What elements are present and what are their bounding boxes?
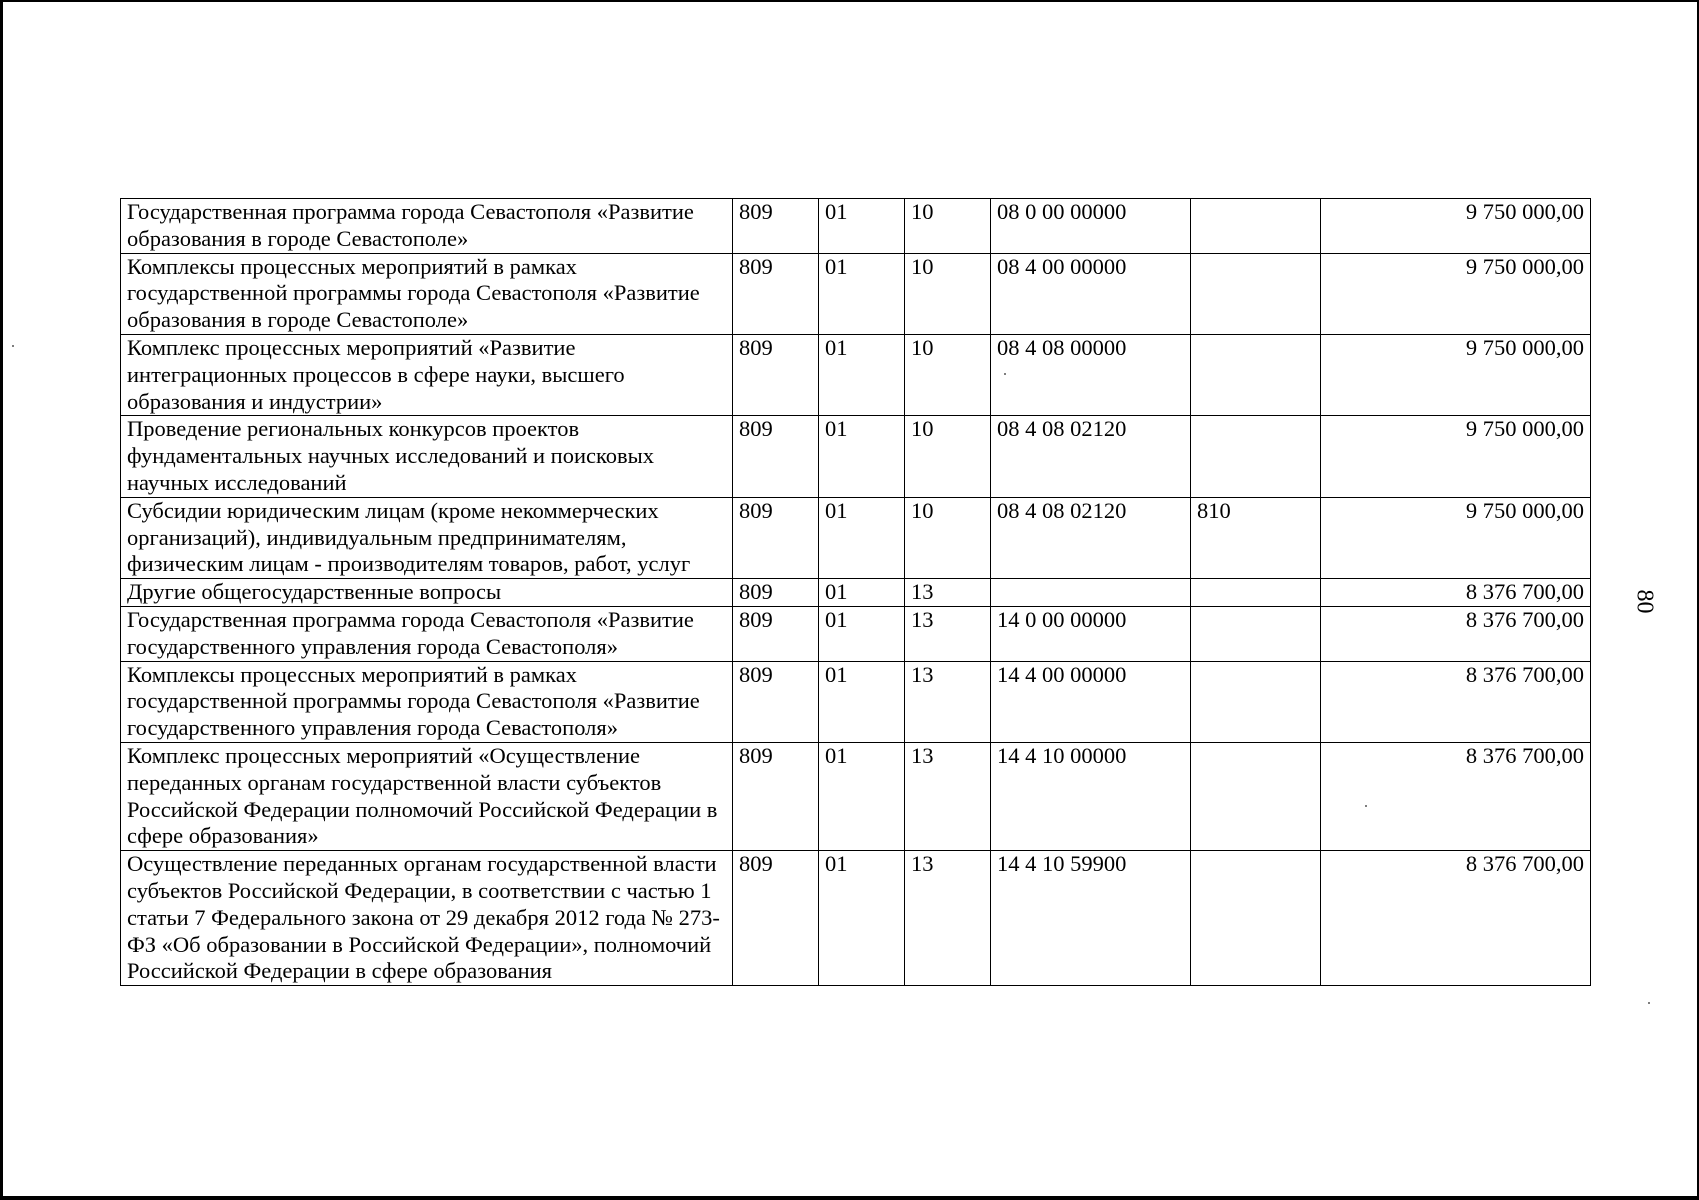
cell-pr: 13 bbox=[905, 606, 991, 661]
table-row bbox=[121, 334, 1591, 415]
cell-pr: 10 bbox=[905, 253, 991, 334]
page-number: 80 bbox=[1631, 589, 1658, 614]
cell-vr bbox=[1191, 199, 1321, 254]
cell-ved: 809 bbox=[733, 851, 819, 986]
cell-ved: 809 bbox=[733, 606, 819, 661]
cell-vr bbox=[1191, 606, 1321, 661]
scan-speck bbox=[12, 345, 14, 347]
cell-ved: 809 bbox=[733, 742, 819, 850]
cell-name: Проведение региональных конкурсов проектов фундаментальных научных исследований и поисковых научных исследований bbox=[121, 416, 733, 497]
cell-name: Комплекс процессных мероприятий «Осуществление переданных органам государственной власти субъектов Российской Федерации полномочий Российской Федерации в сфере образования» bbox=[121, 742, 733, 850]
cell-pr: 10 bbox=[905, 334, 991, 415]
cell-sum: 9 750 000,00 bbox=[1321, 253, 1591, 334]
cell-name: Осуществление переданных органам государственной власти субъектов Российской Федерации, в соответствии с частью 1 статьи 7 Федерального закона от 29 декабря 2012 года № 273-ФЗ «Об образовании в Российской Федерации», полномочий Российской Федерации в сфере образования bbox=[121, 851, 733, 986]
cell-vr bbox=[1191, 851, 1321, 986]
budget-table bbox=[120, 198, 1591, 986]
cell-rz: 01 bbox=[819, 579, 905, 607]
table-row bbox=[121, 253, 1591, 334]
cell-name: Государственная программа города Севастополя «Развитие государственного управления города Севастополя» bbox=[121, 606, 733, 661]
cell-sum: 8 376 700,00 bbox=[1321, 661, 1591, 742]
scan-speck bbox=[1004, 373, 1006, 375]
cell-rz: 01 bbox=[819, 334, 905, 415]
cell-rz: 01 bbox=[819, 606, 905, 661]
cell-ved: 809 bbox=[733, 199, 819, 254]
cell-ved: 809 bbox=[733, 334, 819, 415]
cell-csr: 08 4 00 00000 bbox=[991, 253, 1191, 334]
cell-csr: 08 4 08 00000 bbox=[991, 334, 1191, 415]
cell-vr bbox=[1191, 661, 1321, 742]
cell-sum: 8 376 700,00 bbox=[1321, 606, 1591, 661]
cell-sum: 9 750 000,00 bbox=[1321, 497, 1591, 578]
table-row bbox=[121, 742, 1591, 850]
table-row bbox=[121, 851, 1591, 986]
cell-name: Комплекс процессных мероприятий «Развитие интеграционных процессов в сфере науки, высшего образования и индустрии» bbox=[121, 334, 733, 415]
cell-csr: 14 4 10 00000 bbox=[991, 742, 1191, 850]
cell-ved: 809 bbox=[733, 253, 819, 334]
cell-csr: 08 4 08 02120 bbox=[991, 497, 1191, 578]
cell-ved: 809 bbox=[733, 497, 819, 578]
table-row bbox=[121, 416, 1591, 497]
cell-name: Государственная программа города Севастополя «Развитие образования в городе Севастополе» bbox=[121, 199, 733, 254]
cell-vr bbox=[1191, 579, 1321, 607]
cell-sum: 9 750 000,00 bbox=[1321, 199, 1591, 254]
cell-csr: 14 4 10 59900 bbox=[991, 851, 1191, 986]
cell-pr: 13 bbox=[905, 742, 991, 850]
scan-speck bbox=[1648, 1002, 1650, 1004]
cell-csr: 08 0 00 00000 bbox=[991, 199, 1191, 254]
cell-name: Другие общегосударственные вопросы bbox=[121, 579, 733, 607]
cell-ved: 809 bbox=[733, 416, 819, 497]
cell-rz: 01 bbox=[819, 661, 905, 742]
cell-csr: 14 4 00 00000 bbox=[991, 661, 1191, 742]
cell-sum: 8 376 700,00 bbox=[1321, 742, 1591, 850]
cell-rz: 01 bbox=[819, 851, 905, 986]
cell-csr: 08 4 08 02120 bbox=[991, 416, 1191, 497]
cell-pr: 10 bbox=[905, 199, 991, 254]
cell-pr: 13 bbox=[905, 661, 991, 742]
cell-csr bbox=[991, 579, 1191, 607]
cell-pr: 13 bbox=[905, 579, 991, 607]
cell-pr: 13 bbox=[905, 851, 991, 986]
table-row bbox=[121, 199, 1591, 254]
table-row bbox=[121, 661, 1591, 742]
table-row bbox=[121, 579, 1591, 607]
cell-rz: 01 bbox=[819, 199, 905, 254]
cell-pr: 10 bbox=[905, 497, 991, 578]
cell-pr: 10 bbox=[905, 416, 991, 497]
cell-rz: 01 bbox=[819, 497, 905, 578]
scan-speck bbox=[1365, 805, 1367, 807]
cell-ved: 809 bbox=[733, 661, 819, 742]
cell-sum: 8 376 700,00 bbox=[1321, 851, 1591, 986]
cell-rz: 01 bbox=[819, 416, 905, 497]
cell-name: Комплексы процессных мероприятий в рамках государственной программы города Севастополя «Развитие государственного управления города Севастополя» bbox=[121, 661, 733, 742]
cell-csr: 14 0 00 00000 bbox=[991, 606, 1191, 661]
cell-vr bbox=[1191, 253, 1321, 334]
cell-vr: 810 bbox=[1191, 497, 1321, 578]
cell-name: Комплексы процессных мероприятий в рамках государственной программы города Севастополя «Развитие образования в городе Севастополе» bbox=[121, 253, 733, 334]
cell-rz: 01 bbox=[819, 253, 905, 334]
cell-sum: 9 750 000,00 bbox=[1321, 416, 1591, 497]
table-row bbox=[121, 606, 1591, 661]
cell-vr bbox=[1191, 334, 1321, 415]
cell-ved: 809 bbox=[733, 579, 819, 607]
cell-rz: 01 bbox=[819, 742, 905, 850]
cell-vr bbox=[1191, 742, 1321, 850]
table-row bbox=[121, 497, 1591, 578]
cell-sum: 9 750 000,00 bbox=[1321, 334, 1591, 415]
cell-name: Субсидии юридическим лицам (кроме некоммерческих организаций), индивидуальным предпринимателям, физическим лицам - производителям товаров, работ, услуг bbox=[121, 497, 733, 578]
cell-vr bbox=[1191, 416, 1321, 497]
cell-sum: 8 376 700,00 bbox=[1321, 579, 1591, 607]
